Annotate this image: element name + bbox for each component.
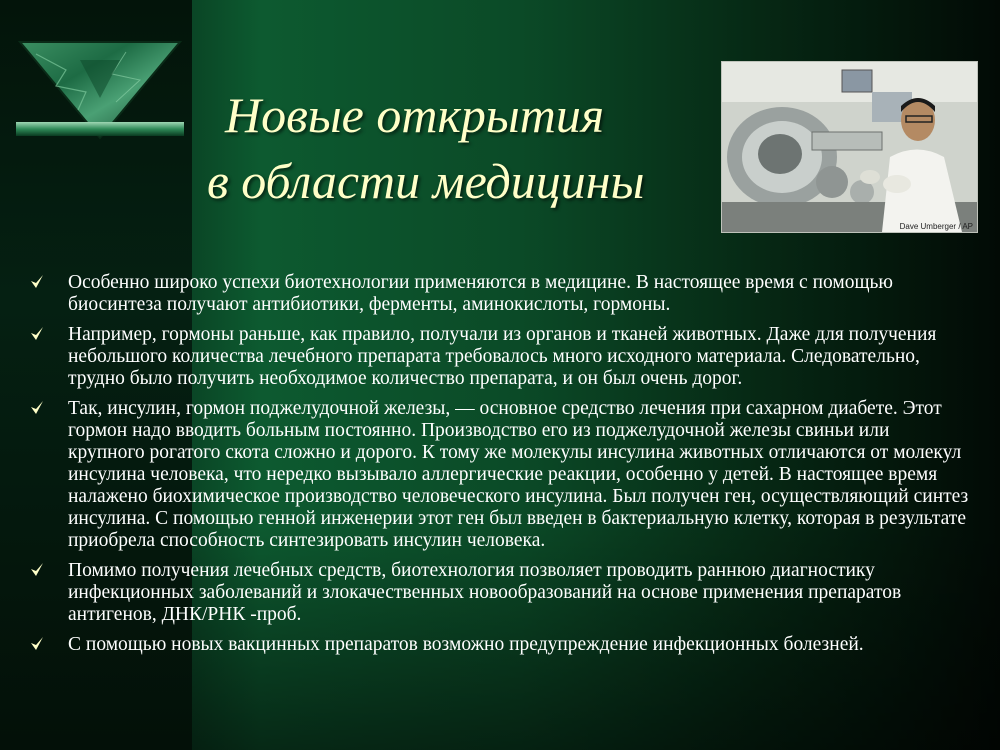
bullet-text: Особенно широко успехи биотехнологии применяются в медицине. В настоящее время с помощью биосинтеза получают антибиотики, ферменты, аминокислоты, гормоны. <box>68 272 893 315</box>
list-item <box>30 324 970 390</box>
list-item <box>30 398 970 552</box>
bullet-list <box>30 272 970 664</box>
checkmark-icon <box>30 400 44 416</box>
bullet-text: С помощью новых вакцинных препаратов возможно предупреждение инфекционных болезней. <box>68 634 864 655</box>
checkmark-icon <box>30 274 44 290</box>
slide-title <box>195 82 715 214</box>
lab-photo-illustration <box>722 62 977 232</box>
photo-credit: Dave Umberger / AP <box>899 222 973 231</box>
title-line-1: Новые открытия <box>225 87 605 143</box>
checkmark-icon <box>30 562 44 578</box>
title-line-2: в области медицины <box>207 153 645 209</box>
list-item <box>30 272 970 316</box>
bullet-text: Так, инсулин, гормон поджелудочной железы, — основное средство лечения при сахарном диабете. Этот гормон надо вводить больным постоянно. Производство его из поджелудочной железы свиньи или крупного рогатого скота сложно и дорого. К тому же молекулы инсулина животных отличаются от молекул инсулина человека, что нередко вызывало аллергические реакции, особенно у детей. В настоящее время налажено биохимическое производство человеческого инсулина. Был получен ген, осуществляющий синтез инсулина. С помощью генной инженерии этот ген был введен в бактериальную клетку, которая в результате приобрела способность синтезировать инсулин человека. <box>68 398 969 551</box>
list-item <box>30 634 970 656</box>
list-item <box>30 560 970 626</box>
checkmark-icon <box>30 636 44 652</box>
bullet-text: Помимо получения лечебных средств, биотехнология позволяет проводить раннюю диагностику инфекционных заболеваний и злокачественных новообразований на основе применения препаратов антигенов, ДНК/РНК -проб. <box>68 560 902 625</box>
bullet-text: Например, гормоны раньше, как правило, получали из органов и тканей животных. Даже для получения небольшого количества лечебного препарата требовалось много исходного материала. Следовательно, трудно было получить необходимое количество препарата, и он был очень дорог. <box>68 324 937 389</box>
checkmark-icon <box>30 326 44 342</box>
lab-scientist-photo <box>721 61 978 233</box>
green-marble-triangle-icon <box>16 40 184 144</box>
